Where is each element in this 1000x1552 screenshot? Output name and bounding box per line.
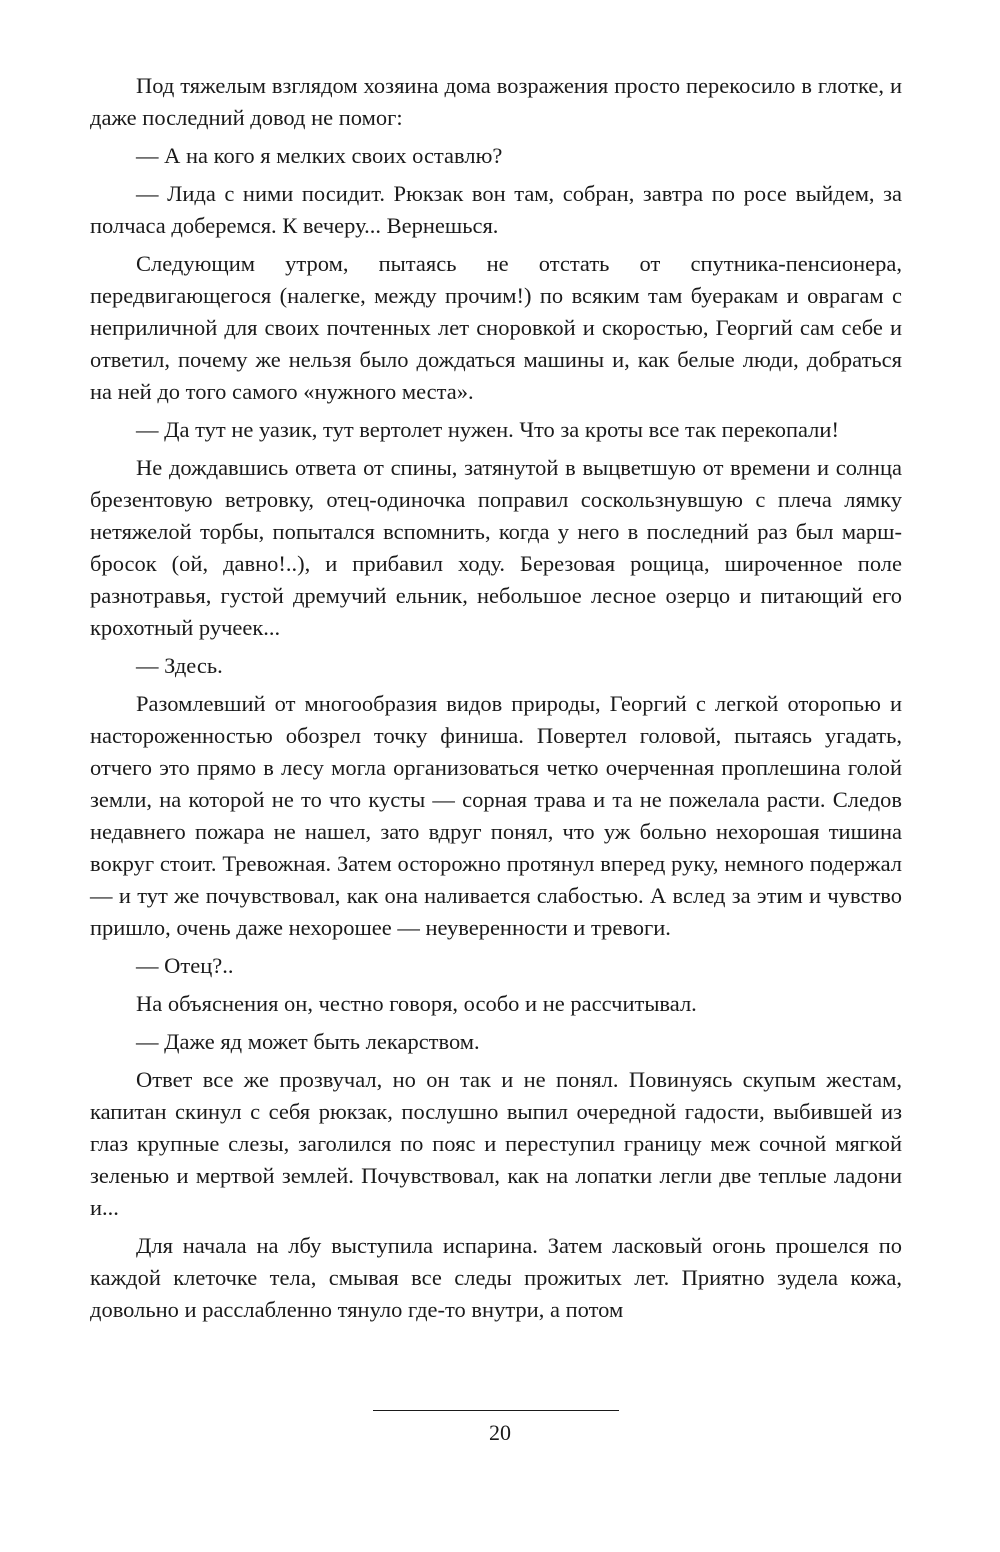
page-number: 20 — [489, 1420, 511, 1445]
paragraph-5: — Да тут не уазик, тут вертолет нужен. Что за кроты все так перекопали! — [136, 417, 839, 442]
paragraph-3: — Лида с ними посидит. Рюкзак вон там, собран, завтра по росе выйдем, за полчаса доберемся. К вечеру... Вернешься. — [90, 181, 902, 238]
footer-divider — [373, 1410, 619, 1411]
paragraph-10: На объяснения он, честно говоря, особо и не рассчитывал. — [136, 991, 697, 1016]
paragraph-11: — Даже яд может быть лекарством. — [136, 1029, 480, 1054]
paragraph-7: — Здесь. — [136, 653, 223, 678]
paragraph-4: Следующим утром, пытаясь не отстать от спутника-пенсионера, передвигающегося (налегке, между прочим!) по всяким там буеракам и оврагам с неприличной для своих почтенных лет сноровкой и скоростью, Георгий сам себе и ответил, почему же нельзя было дождаться машины и, как белые люди, добраться на ней до того самого «нужного места». — [90, 251, 902, 404]
page-body — [90, 70, 902, 1332]
paragraph-9: — Отец?.. — [136, 953, 234, 978]
paragraph-12: Ответ все же прозвучал, но он так и не понял. Повинуясь скупым жестам, капитан скинул с себя рюкзак, послушно выпил очередной гадости, выбившей из глаз крупные слезы, заголился по пояс и переступил границу меж сочной мягкой зеленью и мертвой землей. Почувствовал, как на лопатки легли две теплые ладони и... — [90, 1067, 902, 1220]
paragraph-6: Не дождавшись ответа от спины, затянутой в выцветшую от времени и солнца брезентовую ветровку, отец-одиночка поправил соскользнувшую с плеча лямку нетяжелой торбы, попытался вспомнить, когда у него в последний раз был марш-бросок (ой, давно!..), и прибавил ходу. Березовая рощица, широченное поле разнотравья, густой дремучий ельник, небольшое лесное озерцо и питающий его крохотный ручеек... — [90, 455, 902, 640]
paragraph-2: — А на кого я мелких своих оставлю? — [136, 143, 503, 168]
paragraph-13: Для начала на лбу выступила испарина. Затем ласковый огонь прошелся по каждой клеточке тела, смывая все следы прожитых лет. Приятно зудела кожа, довольно и расслабленно тянуло где-то внутри, а потом — [90, 1233, 902, 1322]
paragraph-8: Разомлевший от многообразия видов природы, Георгий с легкой оторопью и настороженностью обозрел точку финиша. Повертел головой, пытаясь угадать, отчего это прямо в лесу могла организоваться четко очерченная проплешина голой земли, на которой не то что кусты — сорная трава и та не пожелала расти. Следов недавнего пожара не нашел, зато вдруг понял, что уж больно нехорошая тишина вокруг стоит. Тревожная. Затем осторожно протянул вперед руку, немного подержал — и тут же почувствовал, как она наливается слабостью. А вслед за этим и чувство пришло, очень даже нехорошее — неуверенности и тревоги. — [90, 691, 902, 940]
paragraph-1: Под тяжелым взглядом хозяина дома возражения просто перекосило в глотке, и даже последний довод не помог: — [90, 73, 902, 130]
